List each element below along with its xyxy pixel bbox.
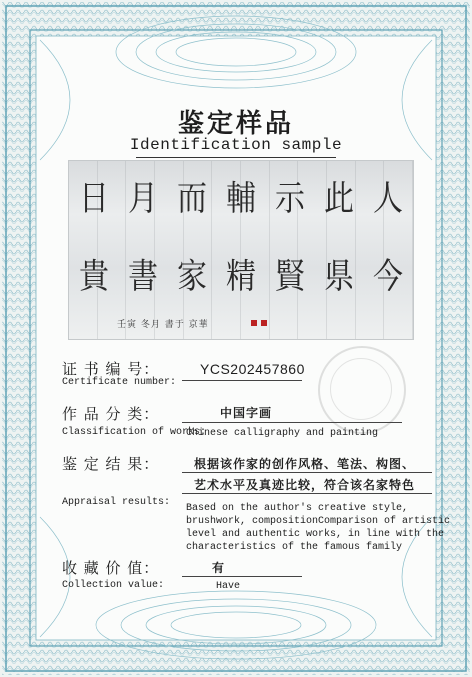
calligraphy-char: 示 (275, 178, 305, 220)
appraisal-value-en-line1: Based on the author's creative style, (186, 503, 409, 514)
artwork-image (68, 160, 414, 340)
title-underline (136, 157, 336, 158)
collection-underline (182, 576, 302, 577)
artwork-signature: 壬寅 冬月 書于 京華 (117, 320, 209, 330)
appraisal-value-cn-line2: 艺术水平及真迹比较，符合该名家特色 (194, 478, 416, 492)
appraisal-value-en-line4: characteristics of the famous family (186, 542, 403, 553)
calligraphy-row-2 (75, 251, 407, 298)
calligraphy-char: 而 (177, 178, 207, 220)
calligraphy-char: 家 (177, 256, 207, 298)
calligraphy-char: 貴 (79, 256, 109, 298)
calligraphy-char: 輔 (226, 178, 256, 220)
classification-value-cn: 中国字画 (220, 406, 273, 420)
calligraphy-char: 今 (373, 256, 403, 298)
artist-seal (251, 320, 257, 326)
artist-seal (261, 320, 267, 326)
classification-value-en: Chinese calligraphy and painting (186, 428, 379, 439)
classification-underline (182, 422, 402, 423)
appraisal-value-en-line3: level and authentic works, in line with the (186, 529, 445, 540)
calligraphy-char: 人 (373, 178, 403, 220)
appraisal-label-cn: 鉴 定 结 果： (62, 455, 160, 473)
title-english: Identification sample (129, 136, 343, 154)
classification-label-en: Classification of works: (62, 427, 207, 438)
calligraphy-char: 精 (226, 256, 256, 298)
faded-stamp-inner (330, 358, 392, 420)
collection-value-cn: 有 (212, 561, 226, 575)
collection-label-cn: 收 藏 价 值： (62, 559, 160, 577)
appraisal-underline-2 (182, 493, 432, 494)
collection-value-en: Have (216, 581, 241, 592)
certificate-number-label-cn: 证 书 编 号： (62, 360, 160, 378)
title-chinese: 鉴定样品 (177, 109, 294, 139)
collection-label-en: Collection value: (62, 580, 165, 591)
certificate-number-label-en: Certificate number: (62, 377, 177, 388)
calligraphy-row-1 (75, 173, 407, 220)
appraisal-label-en: Appraisal results: (62, 497, 171, 508)
calligraphy-char: 書 (128, 256, 158, 298)
calligraphy-char: 日 (79, 178, 109, 220)
certificate-number-value: YCS202457860 (200, 361, 305, 377)
appraisal-underline-1 (182, 472, 432, 473)
calligraphy-char: 賢 (275, 256, 305, 298)
appraisal-value-cn-line1: 根据该作家的创作风格、笔法、构图、 (194, 457, 416, 471)
calligraphy-char: 月 (128, 178, 158, 220)
certificate-number-underline (182, 380, 302, 381)
appraisal-value-en-line2: brushwork, compositionComparison of artistic (186, 516, 451, 527)
classification-label-cn: 作 品 分 类： (62, 405, 160, 423)
calligraphy-char: 此 (324, 178, 354, 220)
calligraphy-char: 県 (324, 256, 354, 298)
